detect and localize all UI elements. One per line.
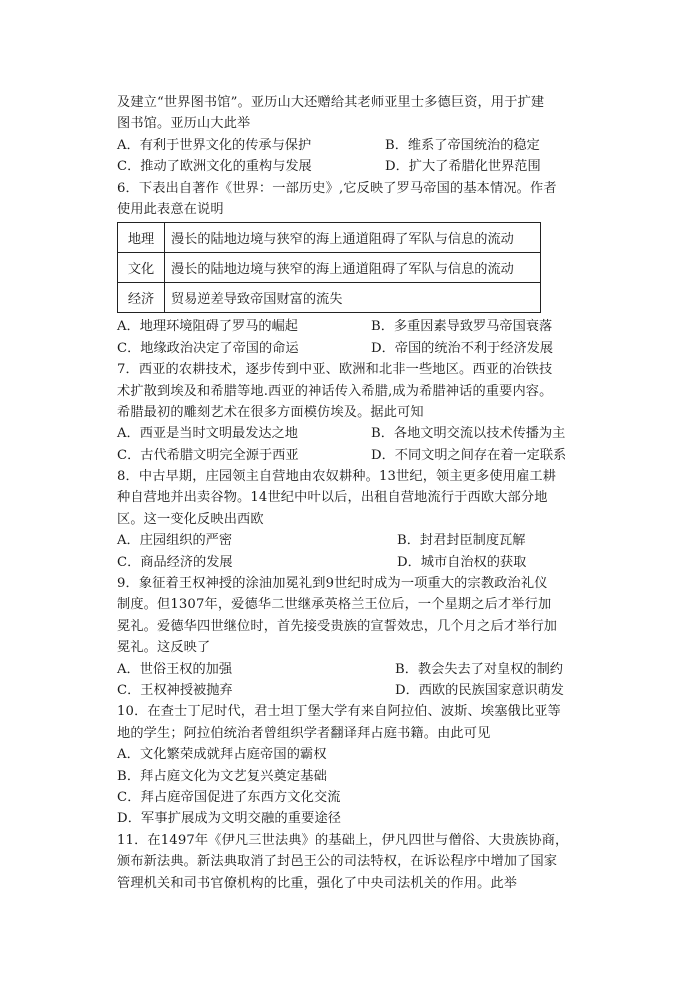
q6-options-row bbox=[117, 316, 587, 337]
table-value-cell: 漫长的陆地边境与狭窄的海上通道阻碍了军队与信息的流动 bbox=[165, 253, 541, 283]
q8-option-a: A．庄园组织的严密 bbox=[117, 533, 233, 549]
q5-option-b: B．维系了帝国统治的稳定 bbox=[385, 137, 540, 153]
table-key-cell: 经济 bbox=[118, 283, 165, 313]
q6-stem-line: 6．下表出自著作《世界：一部历史》,它反映了罗马帝国的基本情况。作者 bbox=[117, 180, 557, 196]
q8-stem-line: 种自营地并出卖谷物。14世纪中叶以后，出租自营地流行于西欧大部分地 bbox=[117, 490, 548, 506]
q9-stem-line: 冕礼。这反映了 bbox=[117, 640, 211, 656]
q9-stem-line: 9．象征着王权神授的涂油加冕礼到9世纪时成为一项重大的宗教政治礼仪 bbox=[117, 576, 548, 592]
q9-option-d: D．西欧的民族国家意识萌发 bbox=[395, 682, 564, 698]
q8-options-row bbox=[117, 552, 587, 573]
q8-option-b: B．封君封臣制度瓦解 bbox=[397, 533, 526, 549]
q9-option-c: C．王权神授被抛弃 bbox=[117, 682, 233, 698]
q7-stem-line: 7．西亚的农耕技术，逐步传到中亚、欧洲和北非一些地区。西亚的冶铁技 bbox=[117, 362, 553, 378]
q9-option-a: A．世俗王权的加强 bbox=[117, 661, 233, 677]
q7-option-d: D．不同文明之间存在着一定联系 bbox=[371, 447, 567, 463]
table-value-cell: 贸易逆差导致帝国财富的流失 bbox=[165, 283, 541, 313]
q6-option-c: C．地缘政治决定了帝国的命运 bbox=[117, 340, 299, 356]
q5-stem-line: 图书馆。亚历山大此举 bbox=[117, 116, 251, 132]
q9-option-b: B．教会失去了对皇权的制约 bbox=[395, 661, 563, 677]
q6-options-row bbox=[117, 338, 587, 359]
q7-option-b: B．各地文明交流以技术传播为主 bbox=[371, 426, 566, 442]
q5-options-row bbox=[117, 135, 587, 156]
q11-stem-line: 11．在1497年《伊凡三世法典》的基础上，伊凡四世与僧俗、大贵族协商， bbox=[117, 832, 569, 848]
exam-page bbox=[117, 92, 587, 894]
q7-options-row bbox=[117, 423, 587, 444]
q9-stem-line: 冕礼。爱德华四世继位时，首先接受贵族的宣誓效忠，几个月之后才举行加 bbox=[117, 618, 558, 634]
q8-options-row bbox=[117, 530, 587, 551]
q6-option-b: B．多重因素导致罗马帝国衰落 bbox=[371, 319, 553, 335]
q8-stem-line: 8．中古早期，庄园领主自营地由农奴耕种。13世纪，领主更多使用雇工耕 bbox=[117, 469, 557, 485]
q6-option-d: D．帝国的统治不利于经济发展 bbox=[371, 340, 554, 356]
q10-option-c: C．拜占庭帝国促进了东西方文化交流 bbox=[117, 789, 341, 805]
q10-stem-line: 10．在查士丁尼时代，君士坦丁堡大学有来自阿拉伯、波斯、埃塞俄比亚等 bbox=[117, 704, 561, 720]
q10-option-a: A．文化繁荣成就拜占庭帝国的霸权 bbox=[117, 747, 327, 763]
q10-stem-line: 地的学生；阿拉伯统治者曾组织学者翻译拜占庭书籍。由此可见 bbox=[117, 725, 491, 741]
table-key-cell: 文化 bbox=[118, 253, 165, 283]
table-value-cell: 漫长的陆地边境与狭窄的海上通道阻碍了军队与信息的流动 bbox=[165, 223, 541, 253]
table-row bbox=[118, 253, 541, 283]
q9-options-row bbox=[117, 659, 587, 680]
q7-options-row bbox=[117, 445, 587, 466]
q11-stem-line: 颁布新法典。新法典取消了封邑王公的司法特权，在诉讼程序中增加了国家 bbox=[117, 854, 558, 870]
q6-stem-line: 使用此表意在说明 bbox=[117, 201, 224, 217]
q8-option-c: C．商品经济的发展 bbox=[117, 554, 233, 570]
q8-stem-line: 区。这一变化反映出西欧 bbox=[117, 511, 264, 527]
q10-option-d: D．军事扩展成为文明交融的重要途径 bbox=[117, 811, 342, 827]
table-row bbox=[118, 283, 541, 313]
q5-option-a: A．有利于世界文化的传承与保护 bbox=[117, 137, 312, 153]
q7-option-a: A．西亚是当时文明最发达之地 bbox=[117, 426, 298, 442]
q8-option-d: D．城市自治权的获取 bbox=[397, 554, 527, 570]
q6-info-table bbox=[117, 222, 541, 313]
table-key-cell: 地理 bbox=[118, 223, 165, 253]
q5-stem-line: 及建立“世界图书馆”。亚历山大还赠给其老师亚里士多德巨资，用于扩建 bbox=[117, 95, 545, 110]
q7-stem-line: 希腊最初的雕刻艺术在很多方面模仿埃及。据此可知 bbox=[117, 404, 424, 420]
q9-options-row bbox=[117, 680, 587, 701]
q9-stem-line: 制度。但1307年，爱德华二世继承英格兰王位后，一个星期之后才举行加 bbox=[117, 597, 552, 613]
q5-options-row bbox=[117, 156, 587, 177]
q5-option-d: D．扩大了希腊化世界范围 bbox=[385, 159, 541, 175]
table-row bbox=[118, 223, 541, 253]
q7-stem-line: 术扩散到埃及和希腊等地.西亚的神话传入希腊,成为希腊神话的重要内容。 bbox=[117, 383, 553, 399]
q10-option-b: B．拜占庭文化为文艺复兴奠定基础 bbox=[117, 768, 327, 784]
q7-option-c: C．古代希腊文明完全源于西亚 bbox=[117, 447, 299, 463]
q11-stem-line: 管理机关和司书官僚机构的比重，强化了中央司法机关的作用。此举 bbox=[117, 875, 518, 891]
q5-option-c: C．推动了欧洲文化的重构与发展 bbox=[117, 159, 312, 175]
q6-option-a: A．地理环境阻碍了罗马的崛起 bbox=[117, 319, 298, 335]
